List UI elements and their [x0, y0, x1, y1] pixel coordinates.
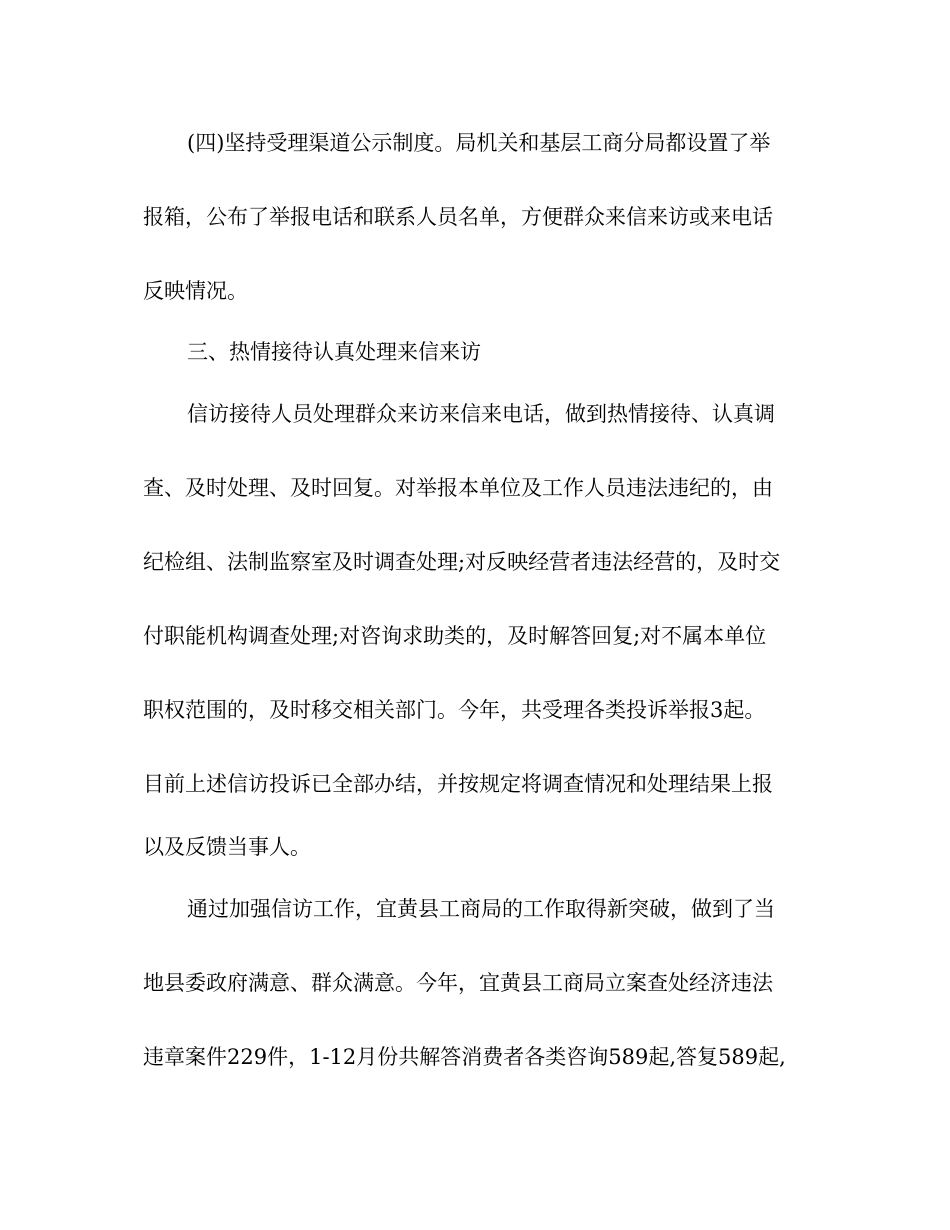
paragraph-line-7: 付职能机构调查处理;对咨询求助类的，及时解答回复;对不属本单位 [143, 624, 767, 648]
paragraph-line-1: (四)坚持受理渠道公示制度。局机关和基层工商分局都设置了举 [187, 131, 771, 155]
paragraph-line-12: 地县委政府满意、群众满意。今年，宜黄县工商局立案查处经济违法 [143, 971, 773, 995]
paragraph-line-3: 反映情况。 [143, 279, 248, 303]
paragraph-line-5: 查、及时处理、及时回复。对举报本单位及工作人员违法违纪的，由 [143, 476, 773, 500]
paragraph-line-9: 目前上述信访投诉已全部办结，并按规定将调查情况和处理结果上报 [143, 772, 773, 796]
paragraph-line-13: 违章案件229件，1-12月份共解答消费者各类咨询589起,答复589起, [143, 1045, 786, 1069]
section-heading: 三、热情接待认真处理来信来访 [187, 340, 481, 364]
paragraph-line-11: 通过加强信访工作，宜黄县工商局的工作取得新突破，做到了当 [187, 897, 775, 921]
paragraph-line-2: 报箱，公布了举报电话和联系人员名单，方便群众来信来访或来电话 [143, 205, 773, 229]
paragraph-line-6: 纪检组、法制监察室及时调查处理;对反映经营者违法经营的，及时交 [143, 550, 781, 574]
paragraph-line-8: 职权范围的，及时移交相关部门。今年，共受理各类投诉举报3起。 [143, 698, 766, 722]
paragraph-line-4: 信访接待人员处理群众来访来信来电话，做到热情接待、认真调 [187, 402, 775, 426]
paragraph-line-10: 以及反馈当事人。 [143, 835, 311, 859]
